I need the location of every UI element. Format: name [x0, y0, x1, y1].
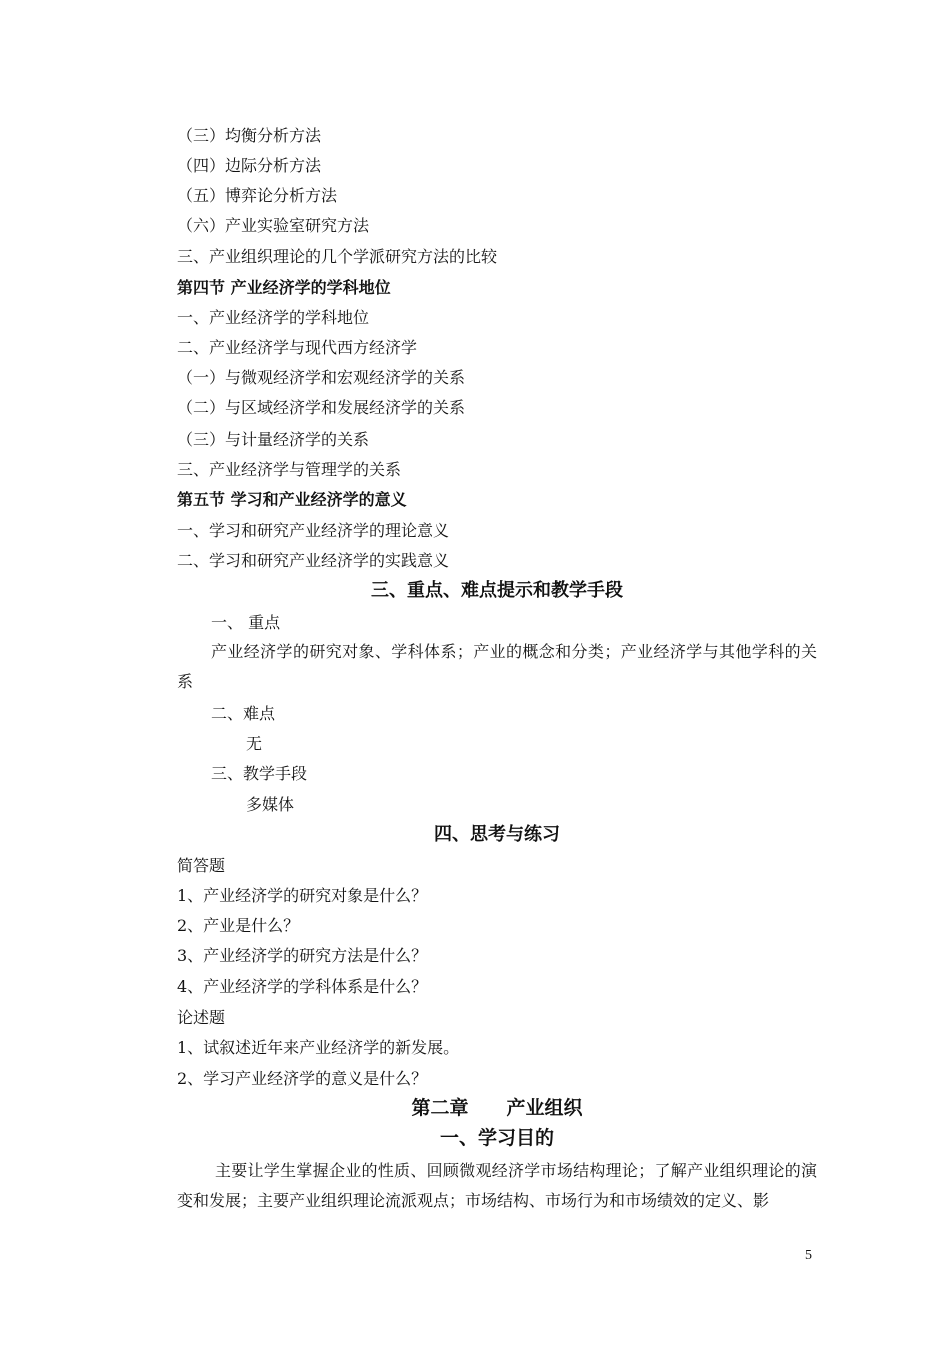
outline-item: （三）与计量经济学的关系: [177, 430, 370, 449]
outline-item: （三）均衡分析方法: [177, 126, 322, 145]
key-point-text: 产业经济学的研究对象、学科体系；产业的概念和分类；产业经济学与其他学科的关系: [177, 642, 817, 691]
exercise-question: 4、产业经济学的学科体系是什么？: [177, 977, 428, 996]
chapter-title: 第二章 产业组织: [411, 1097, 583, 1119]
outline-item: 一、产业经济学的学科地位: [177, 308, 370, 327]
outline-item: 三、产业组织理论的几个学派研究方法的比较: [177, 247, 498, 266]
outline-item: （一）与微观经济学和宏观经济学的关系: [177, 368, 466, 387]
outline-item: 三、产业经济学与管理学的关系: [177, 460, 402, 479]
exercise-question: 1、产业经济学的研究对象是什么？: [177, 886, 428, 905]
heading-key-points: 三、重点、难点提示和教学手段: [371, 580, 623, 601]
outline-item: 二、学习和研究产业经济学的实践意义: [177, 551, 450, 570]
section-title: 第五节 学习和产业经济学的意义: [177, 490, 407, 509]
exercise-category: 论述题: [177, 1008, 226, 1027]
outline-item: 二、产业经济学与现代西方经济学: [177, 338, 418, 357]
teaching-method-text: 多媒体: [246, 795, 295, 814]
exercise-question: 2、学习产业经济学的意义是什么？: [177, 1069, 428, 1088]
exercise-question: 2、产业是什么？: [177, 916, 300, 935]
exercise-question: 3、产业经济学的研究方法是什么？: [177, 946, 428, 965]
outline-item: （四）边际分析方法: [177, 156, 322, 175]
outline-item: （六）产业实验室研究方法: [177, 216, 370, 235]
key-point-label: 一、 重点: [211, 613, 281, 632]
page-number: 5: [805, 1248, 812, 1263]
exercise-category: 简答题: [177, 856, 226, 875]
outline-item: 一、学习和研究产业经济学的理论意义: [177, 521, 450, 540]
difficulty-text: 无: [246, 734, 263, 753]
exercise-question: 1、试叙述近年来产业经济学的新发展。: [177, 1038, 460, 1057]
outline-item: （二）与区域经济学和发展经济学的关系: [177, 398, 466, 417]
outline-item: （五）博弈论分析方法: [177, 186, 338, 205]
learning-goals-text: 主要让学生掌握企业的性质、回顾微观经济学市场结构理论；了解产业组织理论的演变和发展；主要产业组织理论流派观点；市场结构、市场行为和市场绩效的定义、影: [177, 1161, 817, 1210]
heading-learning-goals: 一、学习目的: [439, 1127, 554, 1149]
section-title: 第四节 产业经济学的学科地位: [177, 278, 391, 297]
difficulty-label: 二、难点: [211, 704, 276, 723]
heading-exercises: 四、思考与练习: [434, 824, 560, 845]
teaching-method-label: 三、教学手段: [211, 764, 308, 783]
